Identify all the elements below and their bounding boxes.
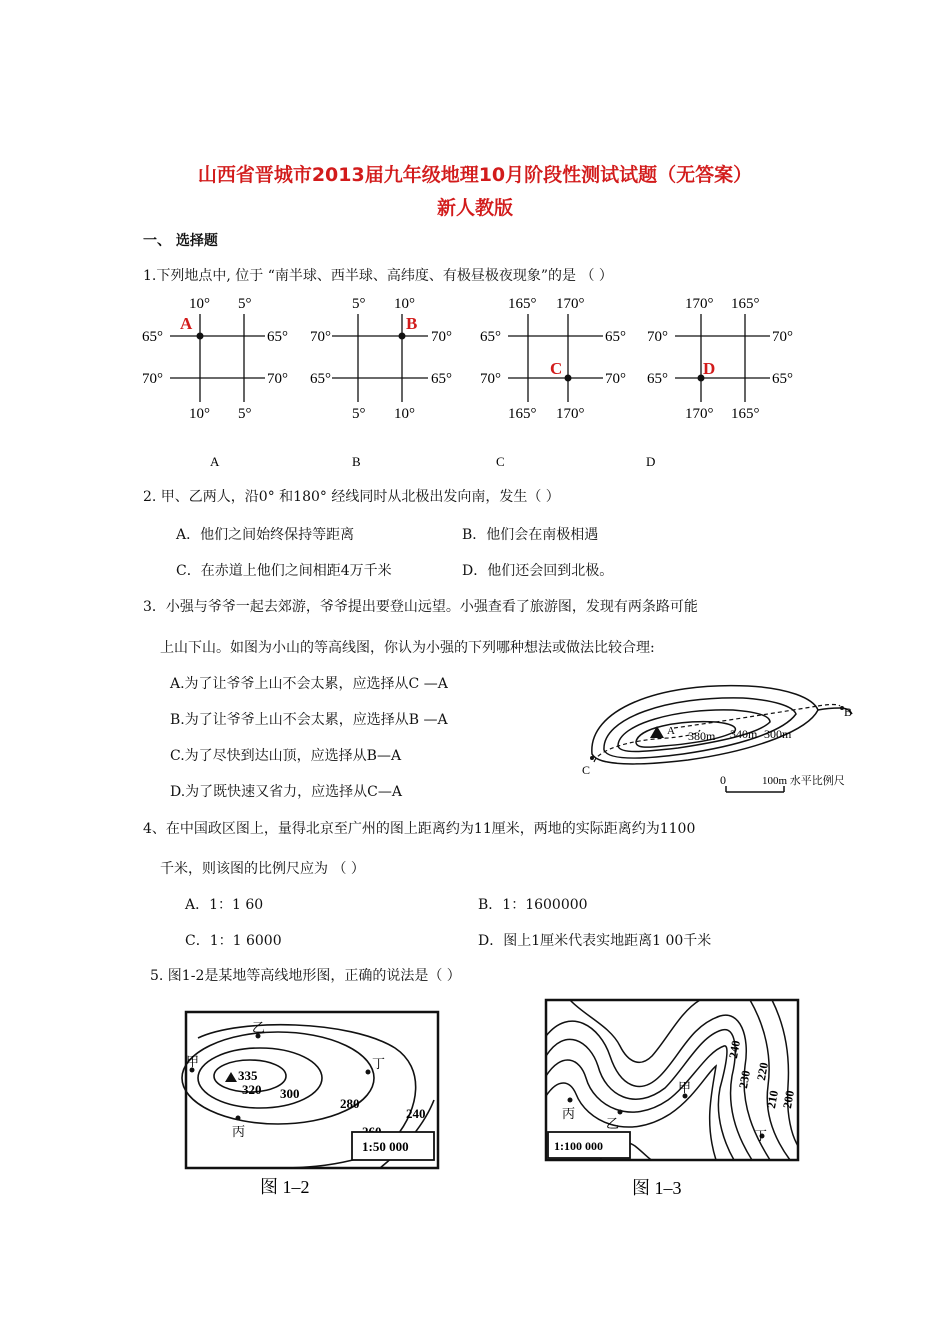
- grid-b-right-top: 70°: [431, 329, 452, 345]
- q1-grids: [140, 292, 820, 472]
- grid-b-top-left: 5°: [352, 296, 366, 312]
- grid-a-bottom-right: 5°: [238, 406, 252, 422]
- grid-c-right-bottom: 70°: [605, 371, 626, 387]
- map-contour-380: 380m: [688, 729, 716, 743]
- map-scale-zero: 0: [720, 773, 726, 787]
- fig2-ding: 丁: [372, 1056, 386, 1071]
- grid-d-bottom-right: 165°: [731, 406, 760, 422]
- fig2-c240: 240: [406, 1106, 426, 1121]
- grid-b-point-label: B: [406, 314, 418, 333]
- fig3-c200: 200: [780, 1089, 797, 1110]
- grid-a-top-right: 5°: [238, 296, 252, 312]
- q4-stem-line2: 千米，则该图的比例尺应为 （ ）: [160, 861, 365, 877]
- q3-option-b: B.为了让爷爷上山不会太累，应选择从B —A: [170, 712, 448, 728]
- fig2-caption: 图 1–2: [260, 1177, 310, 1197]
- grid-b-left-top: 70°: [310, 329, 331, 345]
- grid-b-point: [399, 333, 406, 340]
- fig2-yi: 乙: [252, 1020, 266, 1035]
- grid-c-top-right: 170°: [556, 296, 585, 312]
- peak-triangle-icon: [650, 726, 664, 738]
- q3-stem-line2: 上山下山。如图为小山的等高线图，你认为小强的下列哪种想法或做法比较合理:: [160, 640, 655, 656]
- grid-b-left-bottom: 65°: [310, 371, 331, 387]
- grid-a-left-bottom: 70°: [142, 371, 163, 387]
- q3-stem-line1: 3．小强与爷爷一起去郊游，爷爷提出要登山远望。小强查看了旅游图，发现有两条路可能: [143, 599, 698, 615]
- grid-a-point-label: A: [180, 314, 193, 333]
- fig2-scale: 1:50 000: [362, 1139, 409, 1154]
- fig3-bing: 丙: [562, 1106, 576, 1121]
- fig2-bing: 丙: [232, 1124, 246, 1139]
- grid-c-option: C: [496, 454, 505, 469]
- fig3-jia: 甲: [678, 1080, 692, 1095]
- q3-option-d: D.为了既快速又省力，应选择从C—A: [170, 784, 402, 800]
- q5-stem: 5. 图1-2是某地等高线地形图，正确的说法是（ ）: [150, 968, 461, 984]
- fig2-c320: 320: [242, 1082, 262, 1097]
- grid-b-top-right: 10°: [394, 296, 415, 312]
- grid-c-bottom-left: 165°: [508, 406, 537, 422]
- grid-b-bottom-left: 5°: [352, 406, 366, 422]
- figure-1-3: [540, 996, 805, 1206]
- map-point-b: B: [844, 705, 853, 719]
- grid-a-left-top: 65°: [142, 329, 163, 345]
- grid-b-option: B: [352, 454, 361, 469]
- q3-contour-map: [578, 670, 880, 800]
- grid-a-top-left: 10°: [189, 296, 210, 312]
- map-scale-label: 100m 水平比例尺: [762, 775, 845, 787]
- grid-d-top-left: 170°: [685, 296, 714, 312]
- map-contour-340: 340m: [730, 727, 758, 741]
- q4-stem-line1: 4、在中国政区图上，量得北京至广州的图上距离约为11厘米，两地的实际距离约为1100: [143, 821, 696, 837]
- grid-b-right-bottom: 65°: [431, 371, 452, 387]
- page-title: 山西省晋城市2013届九年级地理10月阶段性测试试题（无答案）: [197, 164, 753, 186]
- grid-a-right-bottom: 70°: [267, 371, 288, 387]
- grid-b-bottom-right: 10°: [394, 406, 415, 422]
- q3-option-a: A.为了让爷爷上山不会太累，应选择从C —A: [170, 676, 448, 692]
- page-subtitle: 新人教版: [436, 197, 513, 219]
- grid-c-bottom-right: 170°: [556, 406, 585, 422]
- grid-c-top-left: 165°: [508, 296, 537, 312]
- grid-d-bottom-left: 170°: [685, 406, 714, 422]
- fig3-c240: 240: [726, 1039, 743, 1060]
- grid-a-point: [197, 333, 204, 340]
- fig3-c210: 210: [764, 1089, 781, 1110]
- fig2-c280: 280: [340, 1096, 360, 1111]
- grid-d-right-top: 70°: [772, 329, 793, 345]
- fig2-peak: 335: [238, 1068, 258, 1083]
- grid-d: [647, 296, 793, 422]
- q2-stem: 2. 甲、乙两人，沿0° 和180° 经线同时从北极出发向南，发生（ ）: [143, 489, 560, 505]
- fig2-jia: 甲: [186, 1054, 200, 1069]
- figure-1-2: [180, 1008, 445, 1213]
- grid-c: [480, 296, 626, 422]
- fig3-yi: 乙: [606, 1116, 620, 1131]
- q4-option-d: D．图上1厘米代表实地距离1 00千米: [478, 933, 712, 949]
- section-heading: 一、 选择题: [143, 233, 218, 249]
- grid-c-right-top: 65°: [605, 329, 626, 345]
- q4-option-a: A．1：1 60: [185, 897, 264, 913]
- q2-option-d: D．他们还会回到北极。: [462, 563, 614, 579]
- q1-stem: 1.下列地点中, 位于 “南半球、西半球、高纬度、有极昼极夜现象”的是 （ ）: [143, 268, 613, 284]
- fig3-ding: 丁: [754, 1128, 768, 1143]
- fig3-c220: 220: [754, 1061, 771, 1082]
- map-contour-300: 300m: [764, 727, 792, 741]
- grid-d-left-top: 70°: [647, 329, 668, 345]
- map-point-c: C: [582, 763, 591, 777]
- fig3-caption: 图 1–3: [632, 1178, 682, 1198]
- grid-a-right-top: 65°: [267, 329, 288, 345]
- grid-d-option: D: [646, 454, 656, 469]
- fig3-scale: 1:100 000: [554, 1139, 603, 1153]
- grid-c-point: [565, 375, 572, 382]
- grid-a: [142, 296, 288, 422]
- q4-option-b: B．1：1600000: [478, 897, 588, 913]
- q4-option-c: C．1：1 6000: [185, 933, 282, 949]
- grid-c-left-bottom: 70°: [480, 371, 501, 387]
- grid-d-left-bottom: 65°: [647, 371, 668, 387]
- grid-d-top-right: 165°: [731, 296, 760, 312]
- grid-a-bottom-left: 10°: [189, 406, 210, 422]
- fig3-c230: 230: [736, 1069, 753, 1090]
- grid-c-left-top: 65°: [480, 329, 501, 345]
- q2-option-a: A．他们之间始终保持等距离: [176, 527, 355, 543]
- map-peak-label: A: [667, 725, 675, 737]
- fig2-peak-triangle-icon: [225, 1072, 237, 1082]
- q2-option-b: B．他们会在南极相遇: [462, 527, 599, 543]
- grid-a-option: A: [210, 454, 220, 469]
- q2-option-c: C．在赤道上他们之间相距4万千米: [176, 563, 392, 579]
- fig2-c300: 300: [280, 1086, 300, 1101]
- grid-d-right-bottom: 65°: [772, 371, 793, 387]
- grid-d-point-label: D: [703, 359, 716, 378]
- grid-b: [310, 296, 452, 422]
- q3-option-c: C.为了尽快到达山顶，应选择从B—A: [170, 748, 402, 764]
- grid-c-point-label: C: [550, 359, 563, 378]
